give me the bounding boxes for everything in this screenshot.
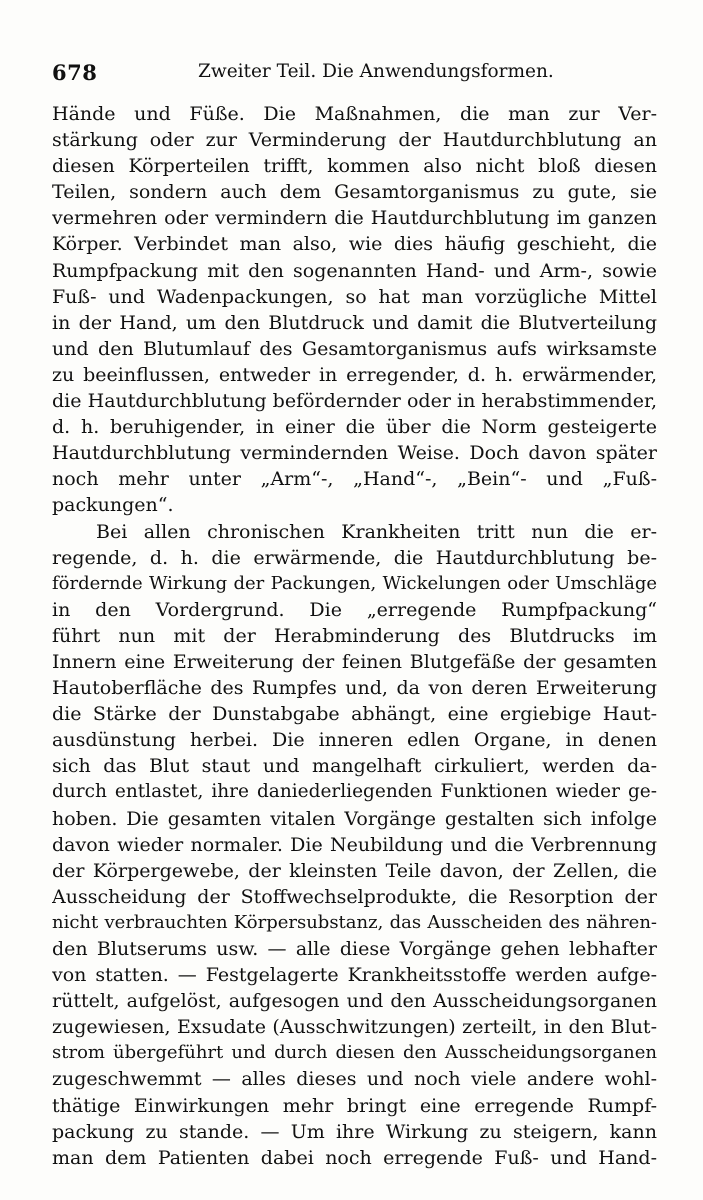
text-line: rüttelt, aufgelöst, aufgesogen und den Ausscheidungsorganen bbox=[52, 990, 657, 1013]
text-line: in der Hand, um den Blutdruck und damit die Blutverteilung bbox=[52, 311, 657, 334]
text-line: diesen Körperteilen trifft, kommen also nicht bloß diesen bbox=[52, 155, 657, 178]
text-line: führt nun mit der Herabminderung des Blutdrucks im bbox=[52, 624, 657, 647]
text-line: Fuß- und Wadenpackungen, so hat man vorzügliche Mittel bbox=[52, 285, 657, 308]
text-line: vermehren oder vermindern die Hautdurchblutung im ganzen bbox=[52, 207, 657, 230]
text-line: regende, d. h. die erwärmende, die Hautdurchblutung be- bbox=[52, 546, 657, 569]
page-number: 678 bbox=[52, 60, 98, 85]
text-line: Hände und Füße. Die Maßnahmen, die man zur Ver- bbox=[52, 103, 657, 125]
paragraph-2 bbox=[52, 519, 657, 1171]
text-line: Rumpfpackung mit den sogenannten Hand- und Arm-, sowie bbox=[52, 259, 657, 282]
text-line: Ausscheidung der Stoffwechselprodukte, die Resorption der bbox=[52, 885, 657, 908]
text-line: in den Vordergrund. Die „erregende Rumpfpackung“ bbox=[52, 598, 657, 621]
text-line: fördernde Wirkung der Packungen, Wickelungen oder Umschläge bbox=[52, 572, 657, 594]
text-line: Körper. Verbindet man also, wie dies häufig geschieht, die bbox=[52, 233, 657, 256]
text-line: den Blutserums usw. — alle diese Vorgänge gehen lebhafter bbox=[52, 938, 657, 960]
text-line: durch entlastet, ihre daniederliegenden Funktionen wieder ge- bbox=[52, 781, 657, 803]
body-text bbox=[52, 101, 657, 1171]
text-line: nicht verbrauchten Körpersubstanz, das Ausscheiden des nähren- bbox=[52, 911, 657, 933]
page-header bbox=[52, 60, 657, 88]
text-line: hoben. Die gesamten vitalen Vorgänge gestalten sich infolge bbox=[52, 807, 657, 830]
text-line: packung zu stande. — Um ihre Wirkung zu steigern, kann bbox=[52, 1120, 657, 1143]
text-line: Bei allen chronischen Krankheiten tritt nun die er- bbox=[96, 520, 657, 543]
text-line: d. h. beruhigender, in einer die über die Norm gesteigerte bbox=[52, 416, 657, 439]
text-line: von statten. — Festgelagerte Krankheitsstoffe werden aufge- bbox=[52, 964, 657, 987]
paragraph-1 bbox=[52, 101, 657, 519]
text-line: Hautoberfläche des Rumpfes und, da von deren Erweiterung bbox=[52, 677, 657, 700]
text-line: zugeschwemmt — alles dieses und noch viele andere wohl- bbox=[52, 1068, 657, 1091]
text-line: der Körpergewebe, der kleinsten Teile davon, der Zellen, die bbox=[52, 859, 657, 882]
text-line: ausdünstung herbei. Die inneren edlen Organe, in denen bbox=[52, 729, 657, 752]
text-line: zugewiesen, Exsudate (Ausschwitzungen) zerteilt, in den Blut- bbox=[52, 1016, 657, 1039]
text-line: die Hautdurchblutung befördernder oder in herabstimmender, bbox=[52, 390, 657, 413]
text-line: die Stärke der Dunstabgabe abhängt, eine ergiebige Haut- bbox=[52, 703, 657, 726]
text-line: zu beeinflussen, entweder in erregender, d. h. erwärmender, bbox=[52, 363, 657, 386]
text-line: und den Blutumlauf des Gesamtorganismus aufs wirksamste bbox=[52, 337, 657, 360]
text-line: stärkung oder zur Verminderung der Hautdurchblutung an bbox=[52, 129, 657, 152]
text-line: Hautdurchblutung vermindernden Weise. Doch davon später bbox=[52, 442, 657, 465]
text-line: noch mehr unter „Arm“-, „Hand“-, „Bein“- und „Fuß- bbox=[52, 468, 657, 491]
text-line: man dem Patienten dabei noch erregende Fuß- und Hand- bbox=[52, 1146, 657, 1169]
text-line: thätige Einwirkungen mehr bringt eine erregende Rumpf- bbox=[52, 1094, 657, 1117]
text-line: Innern eine Erweiterung der feinen Blutgefäße der gesamten bbox=[52, 650, 657, 673]
running-head: Zweiter Teil. Die Anwendungsformen. bbox=[198, 61, 554, 82]
text-line: packungen“. bbox=[52, 494, 174, 517]
text-line: Teilen, sondern auch dem Gesamtorganismus zu gute, sie bbox=[52, 181, 657, 204]
text-line: sich das Blut staut und mangelhaft cirkuliert, werden da- bbox=[52, 755, 657, 778]
text-line: strom übergeführt und durch diesen den Ausscheidungsorganen bbox=[52, 1042, 657, 1064]
text-line: davon wieder normaler. Die Neubildung und die Verbrennung bbox=[52, 833, 657, 856]
